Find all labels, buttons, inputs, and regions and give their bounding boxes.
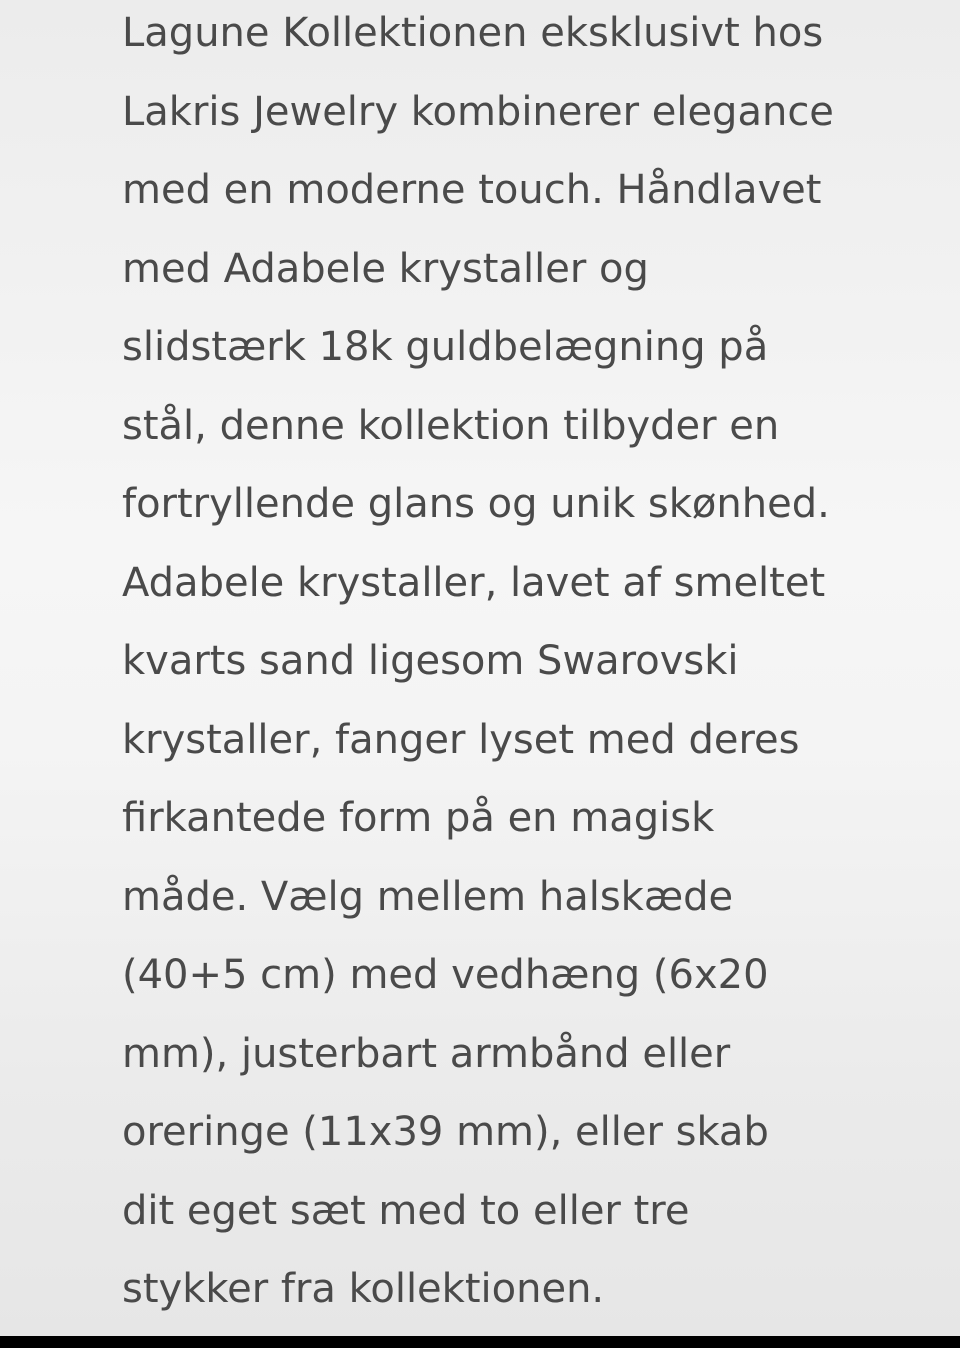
description-line: stål, denne kollektion tilbyder en <box>122 402 780 449</box>
description-line: krystaller, fanger lyset med deres <box>122 716 800 763</box>
description-line: slidstærk 18k guldbelægning på <box>122 324 769 370</box>
description-line: stykker fra kollektionen. <box>122 1266 605 1312</box>
description-line: Adabele krystaller, lavet af smeltet <box>122 559 826 606</box>
description-line: kvarts sand ligesom Swarovski <box>122 638 739 684</box>
description-line: måde. Vælg mellem halskæde <box>122 873 734 920</box>
description-line: fortryllende glans og unik skønhed. <box>122 481 830 527</box>
description-line: mm), justerbart armbånd eller <box>122 1030 731 1077</box>
description-line: med en moderne touch. Håndlavet <box>122 167 822 213</box>
description-line: oreringe (11x39 mm), eller skab <box>122 1109 769 1155</box>
bottom-bar <box>0 1336 960 1348</box>
description-line: Lagune Kollektionen eksklusivt hos <box>122 10 824 56</box>
description-line: dit eget sæt med to eller tre <box>122 1187 690 1234</box>
product-description <box>122 0 882 1329</box>
description-line: med Adabele krystaller og <box>122 245 649 292</box>
description-line: Lakris Jewelry kombinerer elegance <box>122 88 834 135</box>
description-line: (40+5 cm) med vedhæng (6x20 <box>122 952 769 998</box>
description-line: firkantede form på en magisk <box>122 795 715 841</box>
